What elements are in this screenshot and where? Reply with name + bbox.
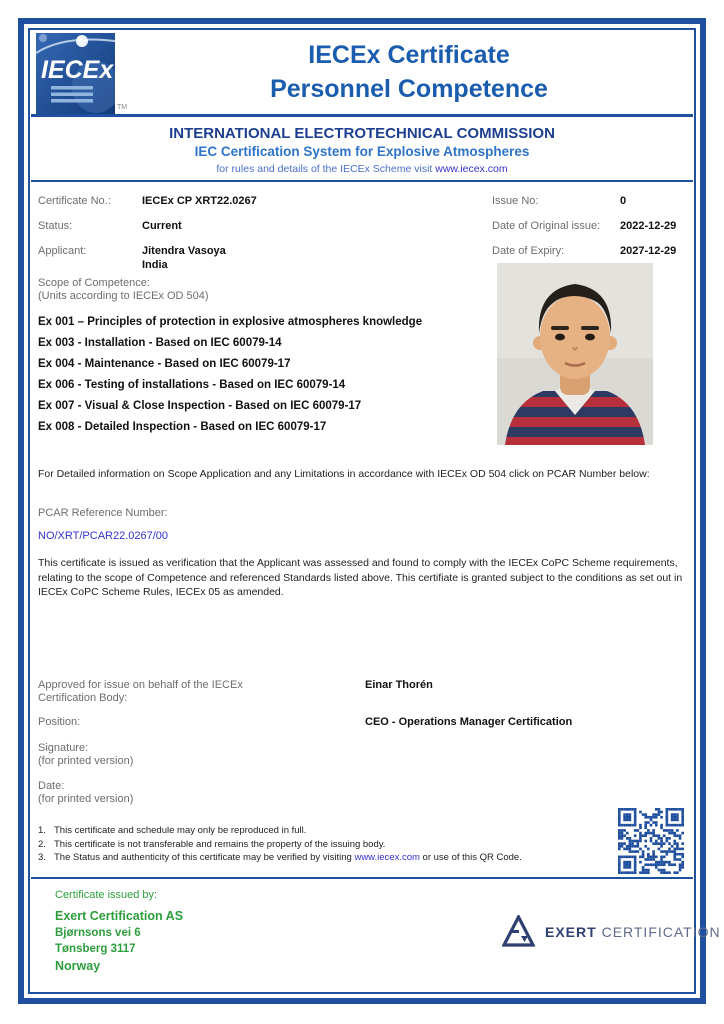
header-rule-bottom: [31, 180, 693, 182]
original-issue-value: 2022-12-29: [620, 220, 677, 232]
issuer-address-1: Bjørnsons vei 6: [55, 927, 141, 939]
applicant-country: India: [142, 259, 168, 271]
position-value: CEO - Operations Manager Certification: [365, 716, 573, 728]
pcar-info-text: For Detailed information on Scope Application and any Limitations in accordance with IECEx OD 504 click on PCAR Number below:: [38, 468, 650, 480]
footnote-1-text: This certificate and schedule may only be reproduced in full.: [54, 825, 307, 836]
footnote-3-text-suffix: or use of this QR Code.: [419, 852, 522, 863]
rules-line: [31, 163, 693, 175]
date-label: Date:: [38, 780, 65, 792]
signature-note: (for printed version): [38, 755, 134, 767]
commission-heading: INTERNATIONAL ELECTROTECHNICAL COMMISSION: [169, 125, 555, 142]
footnote-3: [38, 851, 608, 865]
pcar-reference-label: PCAR Reference Number:: [38, 507, 168, 519]
scope-label: Scope of Competence:: [38, 277, 150, 289]
original-issue-label: Date of Original issue:: [492, 220, 601, 232]
header-rule-top: [31, 114, 693, 117]
scope-item: Ex 008 - Detailed Inspection - Based on IEC 60079-17: [38, 421, 327, 433]
issued-by-label: Certificate issued by:: [55, 889, 158, 901]
iecex-logo-text: IECEx: [41, 56, 114, 84]
issuer-name: Exert Certification AS: [55, 909, 184, 923]
issuer-country: Norway: [55, 959, 101, 973]
footer-separator: [31, 877, 693, 879]
status-value: Current: [142, 220, 182, 232]
signature-label: Signature:: [38, 742, 89, 754]
approved-name: Einar Thorén: [365, 679, 433, 691]
approved-label-line2: Certification Body:: [38, 692, 128, 704]
status-label: Status:: [38, 220, 73, 232]
scope-item: Ex 003 - Installation - Based on IEC 60079-14: [38, 337, 282, 349]
footnote-1: [38, 824, 608, 838]
qr-code: [618, 808, 684, 874]
iecex-logo-graphic: [36, 33, 115, 114]
footnote-3-number: 3.: [38, 852, 46, 863]
certificate-no-value: IECEx CP XRT22.0267: [142, 195, 257, 207]
pcar-reference-link[interactable]: NO/XRT/PCAR22.0267/00: [38, 530, 169, 542]
scope-item: Ex 006 - Testing of installations - Based on IEC 60079-14: [38, 379, 346, 391]
issue-no-value: 0: [620, 195, 627, 207]
scope-list: [38, 316, 422, 442]
footnote-2-text: This certificate is not transferable and remains the property of the issuing body.: [54, 838, 386, 850]
issue-no-label: Issue No:: [492, 195, 539, 207]
footnotes: [38, 824, 608, 865]
certificate-statement: This certificate is issued as verification that the Applicant was assessed and found to comply with the IECEx CoPC Scheme requirements, relating to the scope of Competence and referenced Standards listed above. This certifiate is granted subject to the conditions as set out in IECEx CoPC Scheme Rules, IECEx 05 as amended.: [38, 557, 683, 598]
position-label: Position:: [38, 716, 81, 728]
applicant-photo: [497, 263, 653, 445]
trademark-label: TM: [117, 104, 128, 111]
applicant-label: Applicant:: [38, 245, 87, 257]
footnote-1-number: 1.: [38, 825, 46, 836]
scope-item: Ex 004 - Maintenance - Based on IEC 60079-17: [38, 358, 291, 370]
exert-logo-icon: [502, 915, 535, 948]
exert-logo-text: [545, 924, 721, 940]
scope-units-label: (Units according to IECEx OD 504): [38, 290, 209, 302]
rules-text: for rules and details of the IECEx Scheme visit: [216, 163, 436, 175]
exert-logo-secondary: CERTIFICATION: [601, 924, 721, 940]
expiry-value: 2027-12-29: [620, 245, 677, 257]
certificate-title: [130, 38, 688, 106]
exert-logo-primary: EXERT: [545, 924, 597, 940]
expiry-label: Date of Expiry:: [492, 245, 565, 257]
iecex-logo: [36, 33, 115, 114]
certificate-title-line2: Personnel Competence: [270, 75, 548, 103]
footnote-3-text-prefix: The Status and authenticity of this certificate may be verified by visiting: [54, 852, 355, 863]
issuer-address-2: Tønsberg 3117: [55, 943, 136, 955]
iecex-website-link[interactable]: www.iecex.com: [435, 163, 508, 175]
footnote-2-number: 2.: [38, 838, 46, 850]
approved-label-line1: Approved for issue on behalf of the IECEx: [38, 679, 243, 691]
scope-item: Ex 001 – Principles of protection in explosive atmospheres knowledge: [38, 316, 423, 328]
footnote-2: [38, 838, 608, 852]
applicant-name: Jitendra Vasoya: [142, 245, 226, 257]
iecex-website-link-footnote[interactable]: www.iecex.com: [354, 852, 420, 863]
certificate-no-label: Certificate No.:: [38, 195, 111, 207]
date-note: (for printed version): [38, 793, 134, 805]
scheme-heading: IEC Certification System for Explosive Atmospheres: [194, 144, 530, 159]
certificate-title-line1: IECEx Certificate: [308, 41, 510, 69]
scope-item: Ex 007 - Visual & Close Inspection - Based on IEC 60079-17: [38, 400, 362, 412]
